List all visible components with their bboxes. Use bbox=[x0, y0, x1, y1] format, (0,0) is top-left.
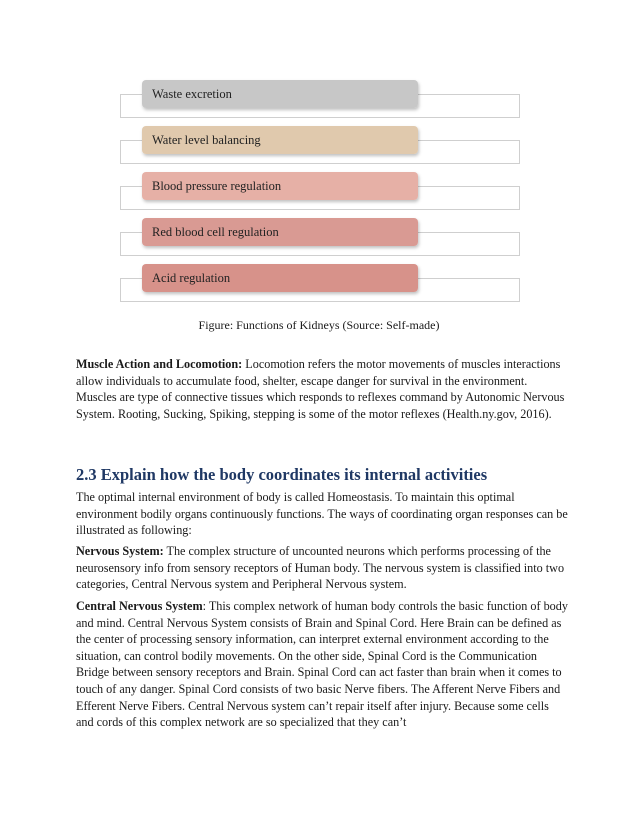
central-paragraph bbox=[76, 598, 568, 731]
figure-caption: Figure: Functions of Kidneys (Source: Self-made) bbox=[198, 318, 440, 332]
nervous-body: The complex structure of uncounted neurons which performs processing of the neurosensory info from sensory receptors of Human body. The nervous system is classified into two categories, Central Nervous system and Peripheral Nervous system. bbox=[76, 544, 565, 592]
kidney-functions-diagram bbox=[120, 76, 520, 306]
muscle-body: Locomotion refers the motor movements of muscles interactions allow individuals to accumulate food, shelter, escape danger for survival in the environment. Muscles are type of connective tissues which responds to reflexes command by Autonomic Nervous System. Rooting, Sucking, Spiking, stepping is some of the motor reflexes (Health.ny.gov, 2016). bbox=[76, 357, 565, 421]
intro-paragraph bbox=[76, 489, 568, 539]
muscle-paragraph bbox=[76, 356, 568, 422]
central-body: : This complex network of human body controls the basic function of body and mind. Central Nervous System consists of Brain and Spinal Cord. Here Brain can be defined as the center of processing sensory information, can interpret external environment according to the situation, can control bodily movements. On the other side, Spinal Cord is the Communication Bridge between sensory receptors and Brain. Spinal Cord can act faster than brain when it comes to touch of any danger. Spinal Cord consists of two basic Nerve fibers. The Afferent Nerve Fibers and Efferent Nerve Fibers. Central Nervous system can’t repair itself after injury. Because some cells and cords of this complex network are so specialized that they can’t bbox=[76, 599, 568, 730]
muscle-title: Muscle Action and Locomotion: bbox=[76, 357, 243, 371]
section-heading: 2.3 Explain how the body coordinates its internal activities bbox=[76, 465, 488, 484]
diagram-item-acid-regulation: Acid regulation bbox=[142, 264, 418, 292]
nervous-title: Nervous System: bbox=[76, 544, 164, 558]
diagram-item-red-blood-cell: Red blood cell regulation bbox=[142, 218, 418, 246]
diagram-item-blood-pressure: Blood pressure regulation bbox=[142, 172, 418, 200]
intro-text: The optimal internal environment of body is called Homeostasis. To maintain this optimal environment bodily organs continuously functions. The ways of coordinating organ responses can be illustrated as following: bbox=[76, 490, 568, 538]
diagram-item-water-level: Water level balancing bbox=[142, 126, 418, 154]
diagram-item-waste-excretion: Waste excretion bbox=[142, 80, 418, 108]
nervous-paragraph bbox=[76, 543, 568, 593]
central-title: Central Nervous System bbox=[76, 599, 203, 613]
